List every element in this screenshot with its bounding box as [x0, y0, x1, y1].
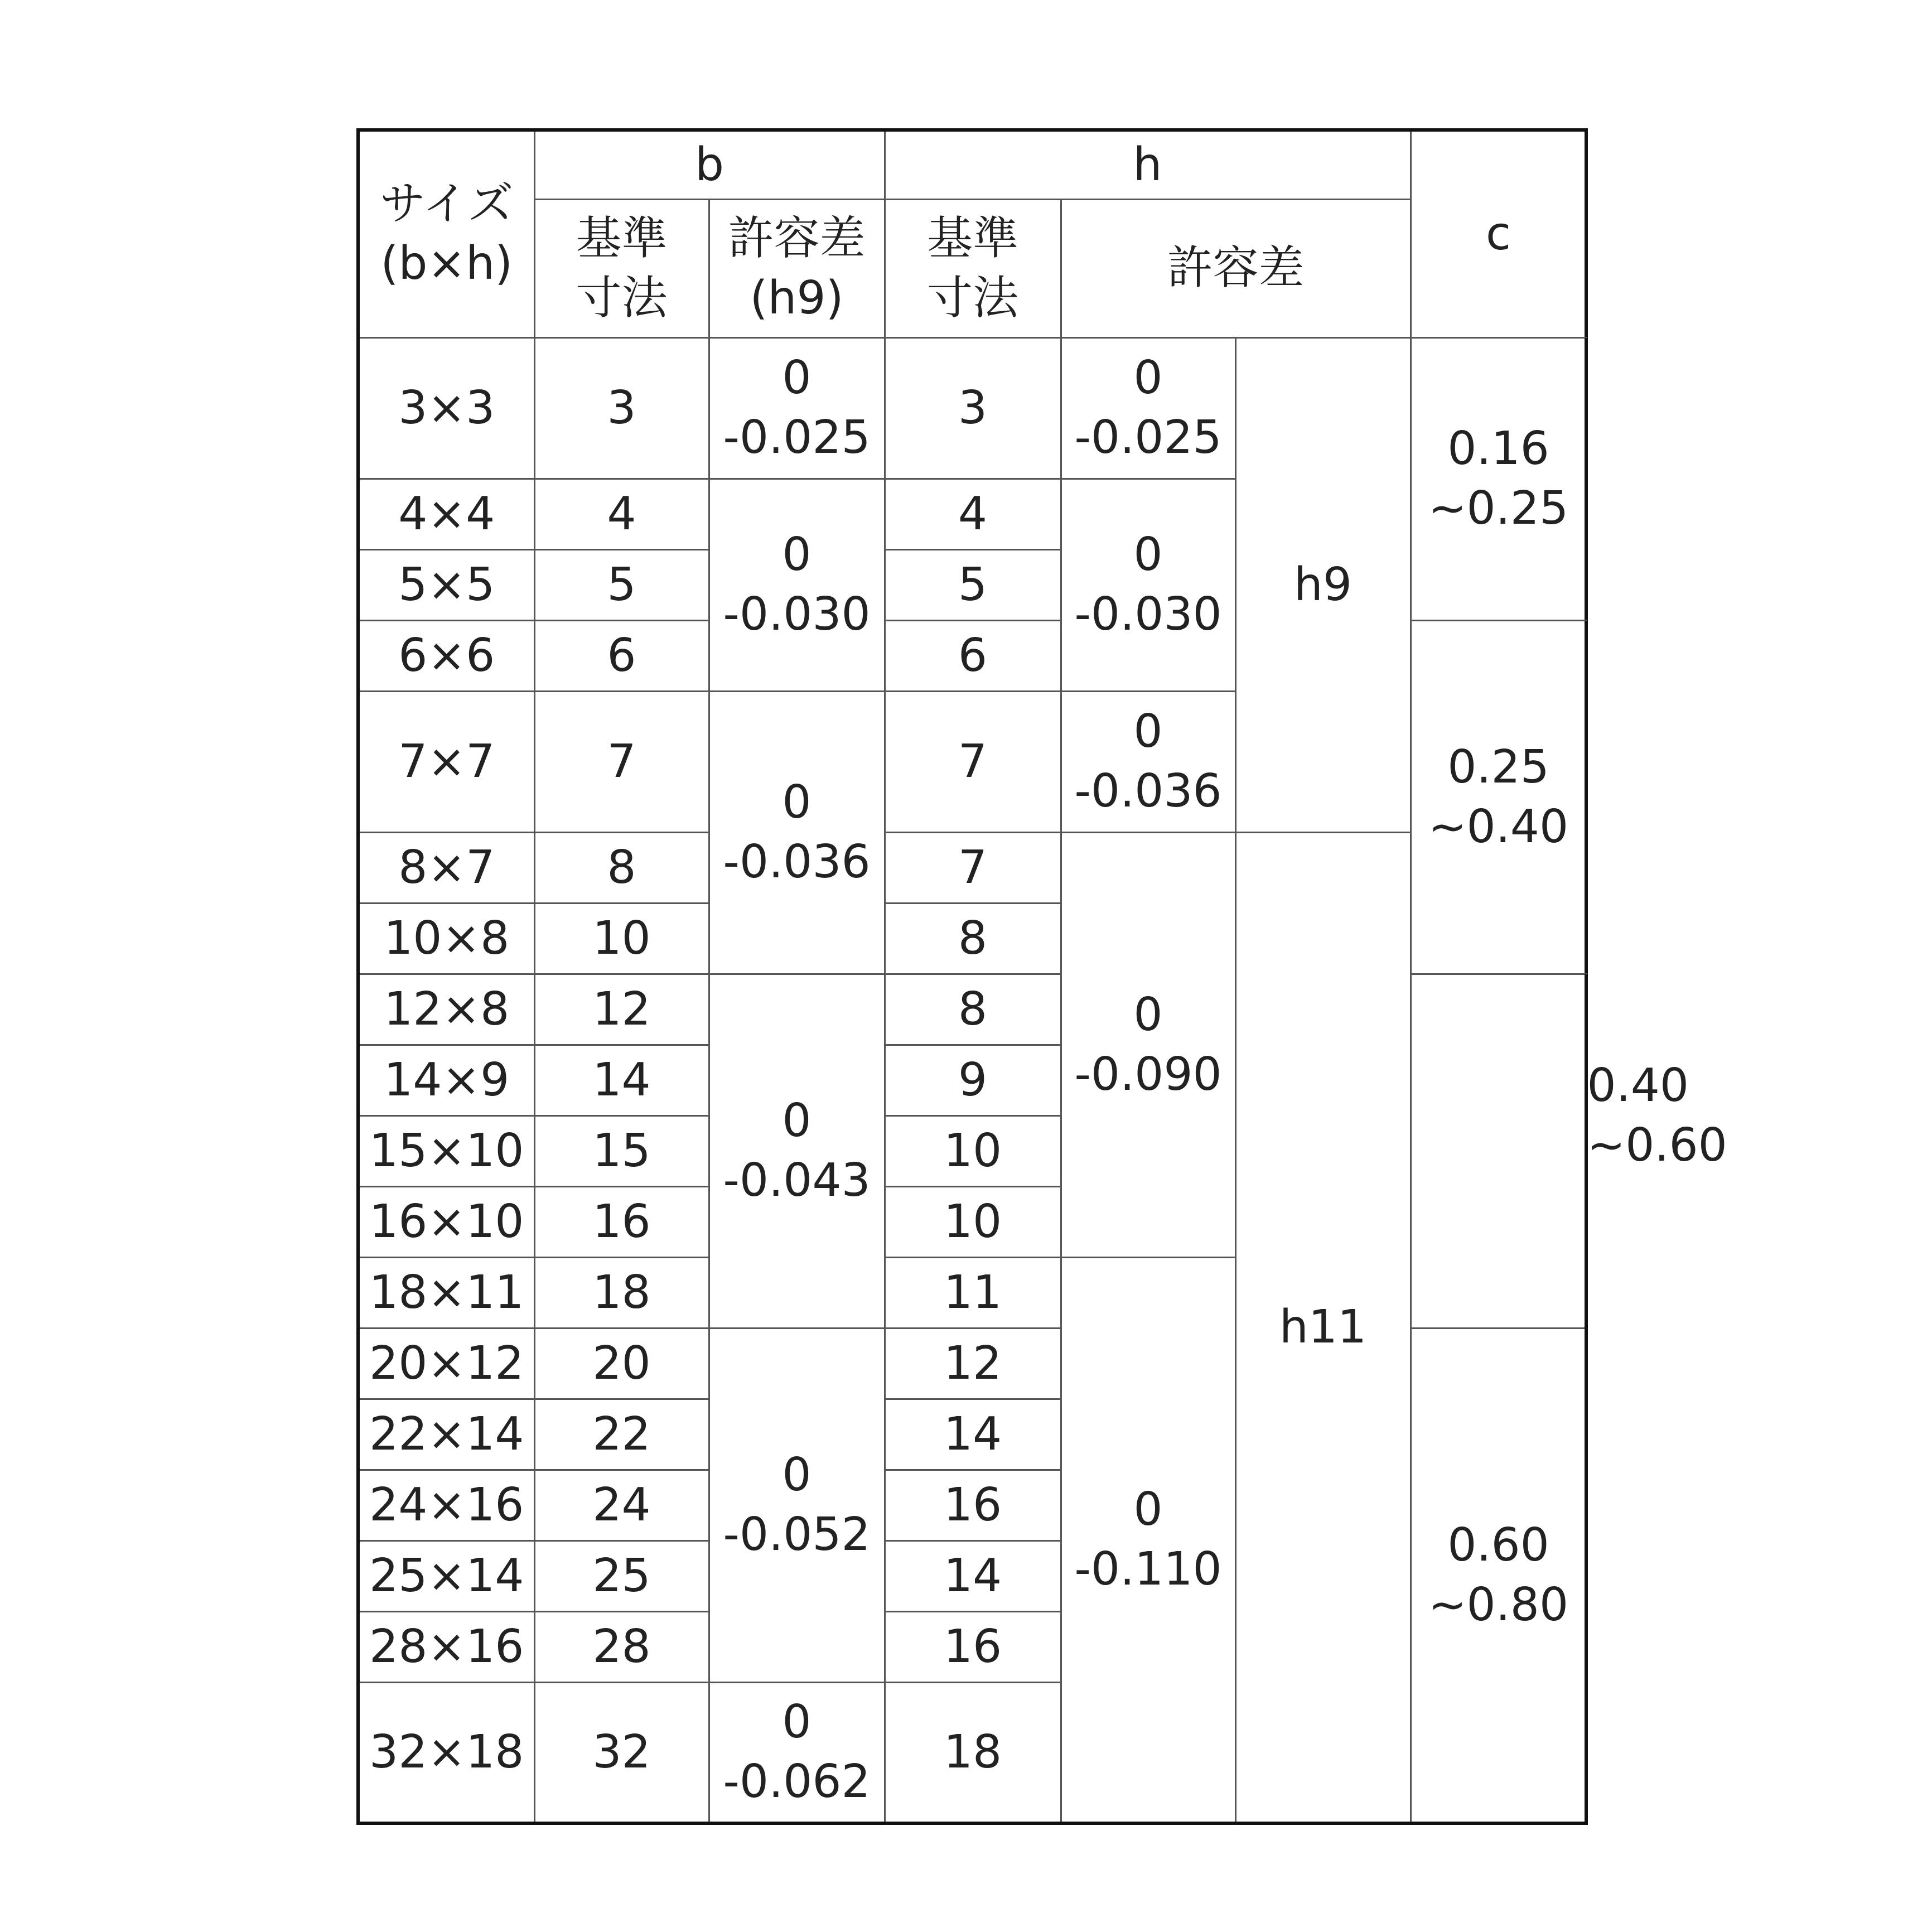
- cell-b: 14: [534, 1045, 709, 1116]
- header-h-tol: 許容差: [1061, 200, 1411, 338]
- b-tol-lower: -0.052: [723, 1508, 871, 1561]
- h-tol-lower: -0.090: [1074, 1047, 1222, 1101]
- cell-h-tol: [1061, 833, 1235, 1258]
- header-h-base: [885, 200, 1061, 338]
- h-tol-lower: -0.110: [1074, 1543, 1222, 1596]
- header-h-base-line1: 基準: [926, 211, 1018, 265]
- cell-h: 14: [885, 1399, 1061, 1470]
- b-tol-lower: -0.062: [723, 1755, 871, 1808]
- header-b-base: [534, 200, 709, 338]
- cell-size: 3×3: [358, 338, 534, 479]
- cell-c: [1411, 1329, 1586, 1824]
- cell-c: [1411, 621, 1586, 974]
- h-tol-upper: 0: [1133, 705, 1163, 759]
- cell-size: 20×12: [358, 1329, 534, 1399]
- cell-h: 3: [885, 338, 1061, 479]
- cell-h-class: h9: [1235, 338, 1411, 833]
- cell-size: 22×14: [358, 1399, 534, 1470]
- cell-b: 22: [534, 1399, 709, 1470]
- cell-b: 5: [534, 550, 709, 621]
- cell-b-tol: [709, 1329, 885, 1683]
- h-tol-lower: -0.030: [1074, 588, 1222, 641]
- key-dimension-table: [356, 128, 1727, 1825]
- cell-b-tol: [709, 338, 885, 479]
- cell-b: 8: [534, 833, 709, 904]
- cell-h-tol: [1061, 338, 1235, 479]
- h-tol-lower: -0.025: [1074, 411, 1222, 464]
- key-dimension-table-wrapper: [356, 128, 1727, 1810]
- header-row-1: [358, 130, 1586, 200]
- c-to: ~0.25: [1428, 482, 1569, 535]
- cell-h: 18: [885, 1683, 1061, 1824]
- cell-h: 8: [885, 974, 1061, 1045]
- cell-h-tol: [1061, 479, 1235, 692]
- header-row-2: [358, 200, 1586, 338]
- cell-h: 11: [885, 1258, 1061, 1329]
- cell-h: 14: [885, 1541, 1061, 1612]
- c-from: 0.25: [1447, 740, 1549, 794]
- cell-h: 10: [885, 1187, 1061, 1258]
- header-b-base-line2: 寸法: [576, 271, 668, 325]
- cell-b: 10: [534, 904, 709, 974]
- h-tol-upper: 0: [1133, 988, 1163, 1041]
- h-tol-upper: 0: [1133, 528, 1163, 582]
- cell-b: 3: [534, 338, 709, 479]
- b-tol-upper: 0: [782, 776, 812, 829]
- cell-b-tol: [709, 1683, 885, 1824]
- cell-size: 16×10: [358, 1187, 534, 1258]
- cell-h: 10: [885, 1116, 1061, 1187]
- cell-h: 12: [885, 1329, 1061, 1399]
- cell-b: 4: [534, 479, 709, 550]
- cell-b: 16: [534, 1187, 709, 1258]
- b-tol-upper: 0: [782, 1696, 812, 1749]
- header-size: [358, 130, 534, 338]
- cell-c: [1411, 338, 1586, 621]
- cell-h: 16: [885, 1470, 1061, 1541]
- cell-b: 28: [534, 1612, 709, 1683]
- header-size-line1: サイズ: [380, 177, 514, 231]
- cell-h: 8: [885, 904, 1061, 974]
- cell-size: 4×4: [358, 479, 534, 550]
- cell-h: 7: [885, 692, 1061, 833]
- cell-size: 10×8: [358, 904, 534, 974]
- header-b-tol-line1: 許容差: [728, 211, 866, 265]
- b-tol-lower: -0.043: [723, 1154, 871, 1207]
- c-to: ~0.40: [1428, 800, 1569, 853]
- cell-b: 24: [534, 1470, 709, 1541]
- c-from: 0.16: [1447, 422, 1549, 476]
- h-tol-lower: -0.036: [1074, 765, 1222, 818]
- header-b-base-line1: 基準: [576, 211, 668, 265]
- h-tol-upper: 0: [1133, 1483, 1163, 1537]
- cell-b: 32: [534, 1683, 709, 1824]
- b-tol-lower: -0.036: [723, 835, 871, 888]
- h-tol-upper: 0: [1133, 351, 1163, 405]
- table-row: 10×8 10 8 0.40 ~0.60: [358, 904, 1586, 974]
- cell-b: 12: [534, 974, 709, 1045]
- cell-b-tol: [709, 974, 885, 1329]
- header-h-base-line2: 寸法: [926, 271, 1018, 325]
- cell-b-tol: [709, 479, 885, 692]
- cell-size: 5×5: [358, 550, 534, 621]
- cell-size: 15×10: [358, 1116, 534, 1187]
- cell-b: 20: [534, 1329, 709, 1399]
- cell-b-tol: [709, 692, 885, 974]
- cell-size: 25×14: [358, 1541, 534, 1612]
- cell-h: 4: [885, 479, 1061, 550]
- cell-h-tol: [1061, 692, 1235, 833]
- c-to: ~0.80: [1428, 1578, 1569, 1631]
- cell-h: 16: [885, 1612, 1061, 1683]
- table-row: [358, 338, 1586, 479]
- b-tol-upper: 0: [782, 351, 812, 405]
- b-tol-upper: 0: [782, 528, 812, 582]
- header-b-tol-line2: (h9): [750, 271, 844, 325]
- b-tol-lower: -0.030: [723, 588, 871, 641]
- b-tol-lower: -0.025: [723, 411, 871, 464]
- header-c: c: [1411, 130, 1586, 338]
- header-b-tol: [709, 200, 885, 338]
- cell-h: 9: [885, 1045, 1061, 1116]
- header-size-line2: (b×h): [380, 237, 513, 290]
- cell-h: 6: [885, 621, 1061, 692]
- cell-size: 7×7: [358, 692, 534, 833]
- c-from: 0.60: [1447, 1518, 1549, 1572]
- cell-h-class: h11: [1235, 833, 1411, 1824]
- cell-b: 25: [534, 1541, 709, 1612]
- cell-b: 6: [534, 621, 709, 692]
- cell-b: 7: [534, 692, 709, 833]
- header-b: b: [534, 130, 885, 200]
- b-tol-upper: 0: [782, 1448, 812, 1502]
- cell-size: 24×16: [358, 1470, 534, 1541]
- cell-b: 15: [534, 1116, 709, 1187]
- cell-size: 12×8: [358, 974, 534, 1045]
- cell-size: 8×7: [358, 833, 534, 904]
- cell-h-tol: [1061, 1258, 1235, 1824]
- cell-size: 28×16: [358, 1612, 534, 1683]
- cell-h: 7: [885, 833, 1061, 904]
- b-tol-upper: 0: [782, 1094, 812, 1148]
- cell-size: 18×11: [358, 1258, 534, 1329]
- header-h: h: [885, 130, 1411, 200]
- table-row: [358, 833, 1586, 904]
- cell-h: 5: [885, 550, 1061, 621]
- cell-size: 14×9: [358, 1045, 534, 1116]
- cell-size: 6×6: [358, 621, 534, 692]
- cell-b: 18: [534, 1258, 709, 1329]
- cell-size: 32×18: [358, 1683, 534, 1824]
